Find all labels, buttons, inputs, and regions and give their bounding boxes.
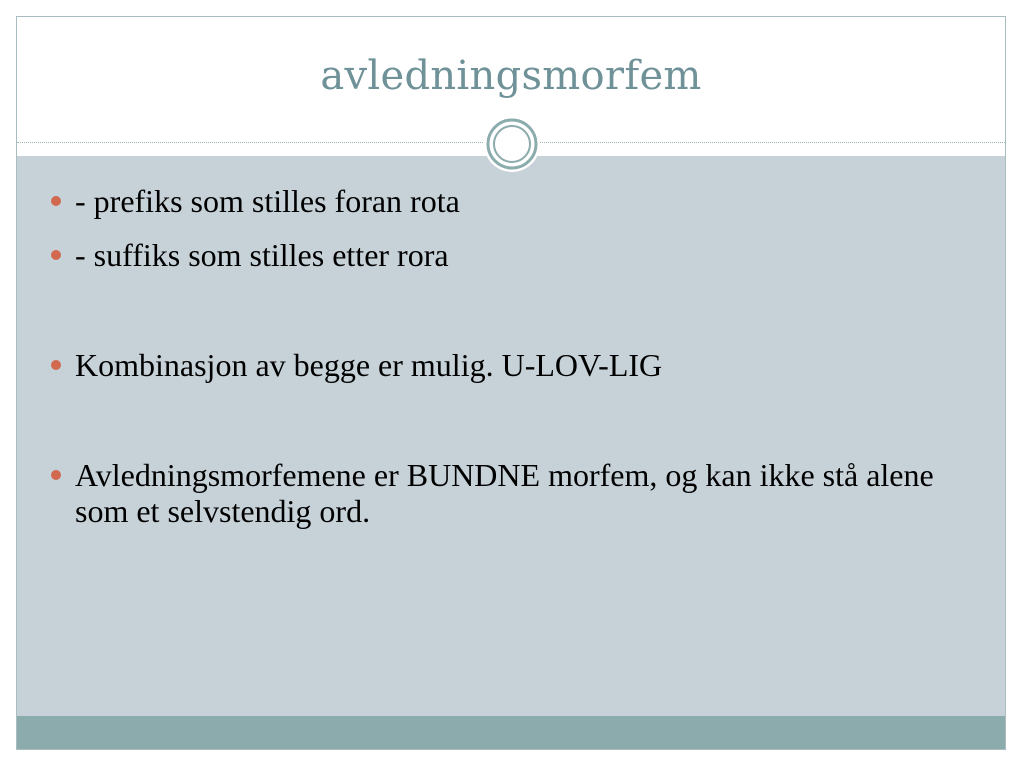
- bullet-item: [51, 183, 971, 219]
- footer-bar: [17, 716, 1005, 750]
- slide-title: avledningsmorfem: [320, 53, 702, 99]
- bullet-text: Kombinasjon av begge er mulig. U-LOV-LIG: [75, 347, 663, 383]
- bullet-item: [51, 457, 971, 529]
- bullet-list: [51, 183, 971, 529]
- bullet-text: Avledningsmorfemene er BUNDNE morfem, og kan ikke stå alene som et selvstendig ord.: [75, 457, 934, 529]
- bullet-dot: [51, 470, 61, 480]
- bullet-dot: [51, 250, 61, 260]
- bullet-dot: [51, 360, 61, 370]
- bullet-dot: [51, 196, 61, 206]
- slide: [16, 16, 1006, 750]
- bullet-item: [51, 237, 971, 273]
- bullet-item: [51, 347, 971, 383]
- double-ring-icon: [482, 114, 542, 174]
- bullet-text: - suffiks som stilles etter rora: [75, 237, 449, 273]
- bullet-text: - prefiks som stilles foran rota: [75, 183, 460, 219]
